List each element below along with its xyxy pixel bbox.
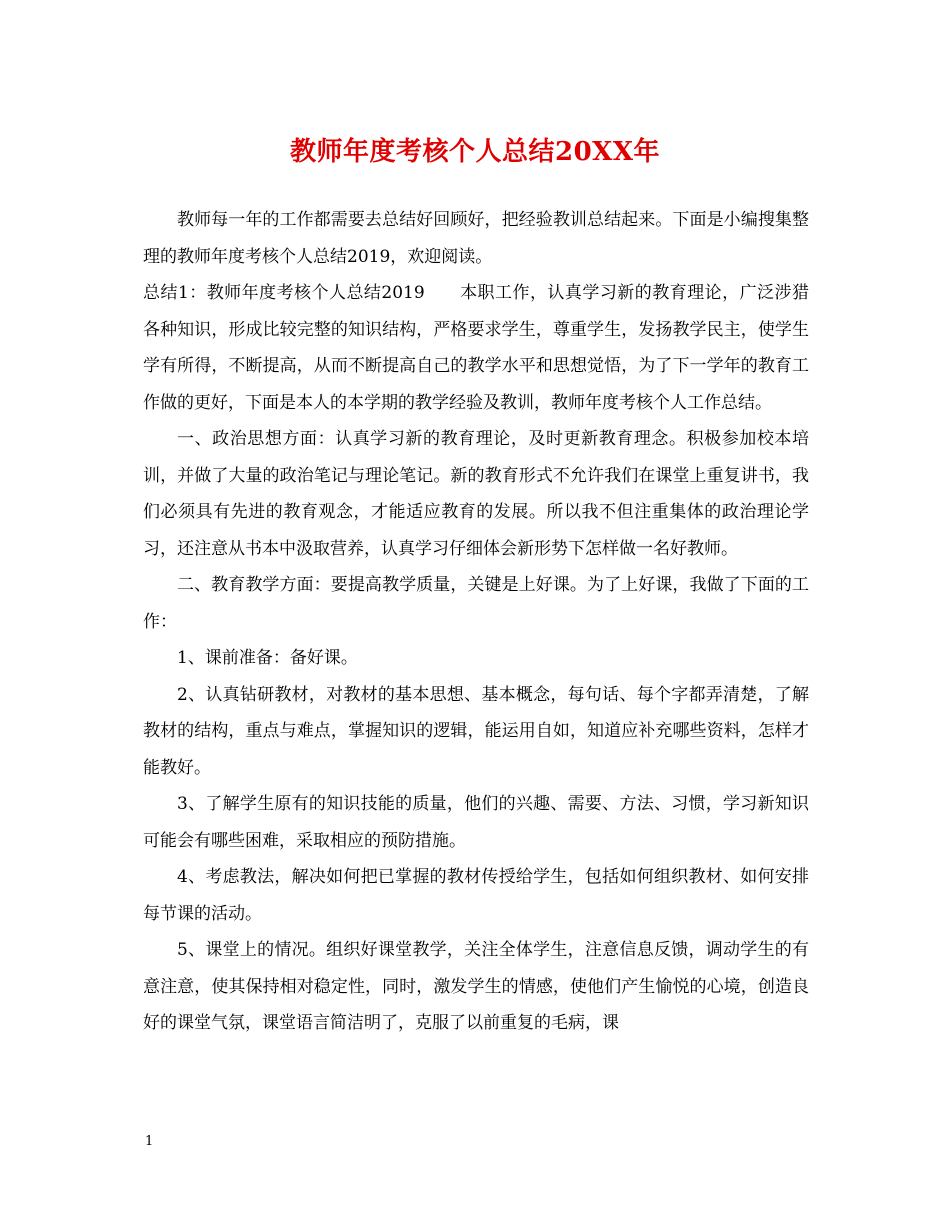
paragraph-intro: 教师每一年的工作都需要去总结好回顾好，把经验教训总结起来。下面是小编搜集整理的教师年度考核个人总结2019，欢迎阅读。	[143, 210, 809, 267]
paragraph-item-1: 1、课前准备：备好课。	[177, 648, 358, 668]
paragraph-summary-1: 总结1：教师年度考核个人总结2019 本职工作，认真学习新的教育理论，广泛涉猎各种知识，形成比较完整的知识结构，严格要求学生，尊重学生，发扬教学民主，使学生学有所得，不断提高，从而不断提高自己的教学水平和思想觉悟，为了下一学年的教育工作做的更好，下面是本人的本学期的教学经验及教训，教师年度考核个人工作总结。	[143, 283, 809, 413]
paragraph-item-4: 4、考虑教法，解决如何把已掌握的教材传授给学生，包括如何组织教材、如何安排每节课的活动。	[143, 867, 809, 924]
paragraph-item-5: 5、课堂上的情况。组织好课堂教学，关注全体学生，注意信息反馈，调动学生的有意注意，使其保持相对稳定性，同时，激发学生的情感，使他们产生愉悦的心境，创造良好的课堂气氛，课堂语言简洁明了，克服了以前重复的毛病，课	[143, 940, 809, 1033]
paragraph-item-3: 3、了解学生原有的知识技能的质量，他们的兴趣、需要、方法、习惯，学习新知识可能会有哪些困难，采取相应的预防措施。	[143, 794, 809, 851]
paragraph-item-2: 2、认真钻研教材，对教材的基本思想、基本概念，每句话、每个字都弄清楚，了解教材的结构，重点与难点，掌握知识的逻辑，能运用自如，知道应补充哪些资料，怎样才能教好。	[143, 684, 809, 778]
paragraph-teaching: 二、教育教学方面：要提高教学质量，关键是上好课。为了上好课，我做了下面的工作：	[143, 575, 809, 632]
paragraph-political: 一、政治思想方面：认真学习新的教育理论，及时更新教育理念。积极参加校本培训，并做了大量的政治笔记与理论笔记。新的教育形式不允许我们在课堂上重复讲书，我们必须具有先进的教育观念，才能适应教育的发展。所以我不但注重集体的政治理论学习，还注意从书本中汲取营养，认真学习仔细体会新形势下怎样做一名好教师。	[143, 429, 809, 559]
page-title: 教师年度考核个人总结20XX年	[289, 137, 661, 167]
page-number: 1	[145, 1134, 154, 1149]
document-body	[143, 202, 809, 1042]
